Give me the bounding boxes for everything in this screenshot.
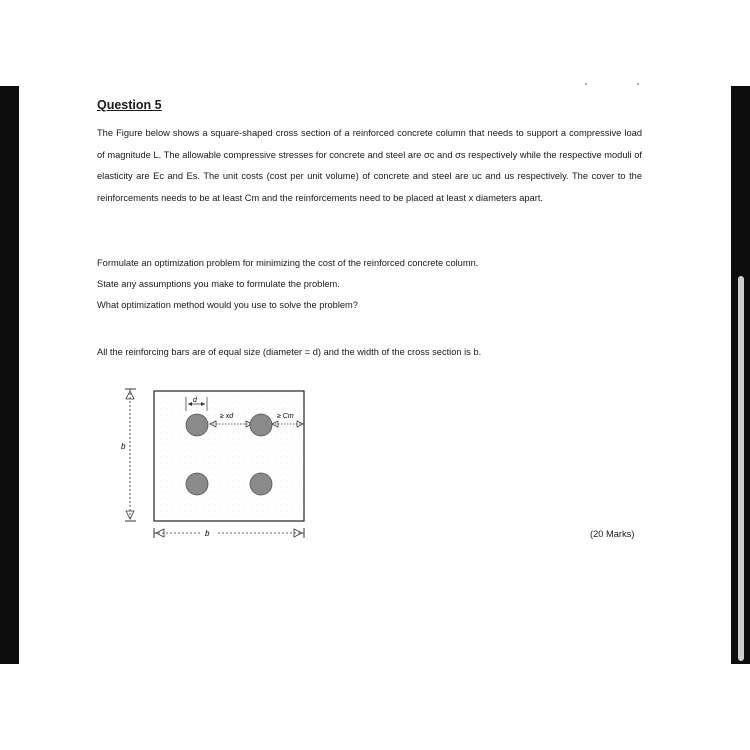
rebar-bottom-right [250,473,272,495]
left-frame-bar [0,86,19,664]
task-assumptions: State any assumptions you make to formulate the problem. [97,279,340,289]
rebar-bottom-left [186,473,208,495]
concrete-section [154,391,304,521]
rebar-top-right [250,414,272,436]
cover-label-cm: ≥ Cm [277,413,294,420]
dimension-label-b-horizontal: b [205,529,210,538]
question-title: Question 5 [97,98,162,112]
page-speck [637,83,639,85]
bar-size-note: All the reinforcing bars are of equal size (diameter = d) and the width of the cross section is b. [97,347,482,357]
task-formulate: Formulate an optimization problem for minimizing the cost of the reinforced concrete column. [97,258,479,268]
question-description: The Figure below shows a square-shaped cross section of a reinforced concrete column that needs to support a compressive load of magnitude L. The allowable compressive stresses for concrete and steel are σc and σs respectively while the respective moduli of elasticity are Ec and Es. The unit costs (cost per unit volume) of concrete and steel are uc and us respectively. The cover to the reinforcements needs to be at least Cm and the reinforcements need to be placed at least x diameters apart. [97,128,642,203]
task-method: What optimization method would you use to solve the problem? [97,300,358,310]
rebar-top-left [186,414,208,436]
page-speck [585,83,587,85]
spacing-label-xd: ≥ xd [220,413,234,420]
scrollbar-thumb[interactable] [738,276,744,661]
marks-label: (20 Marks) [590,529,635,539]
dimension-label-b-vertical: b [121,442,126,451]
dimension-label-d: d [193,397,197,404]
column-cross-section-figure [118,383,318,543]
